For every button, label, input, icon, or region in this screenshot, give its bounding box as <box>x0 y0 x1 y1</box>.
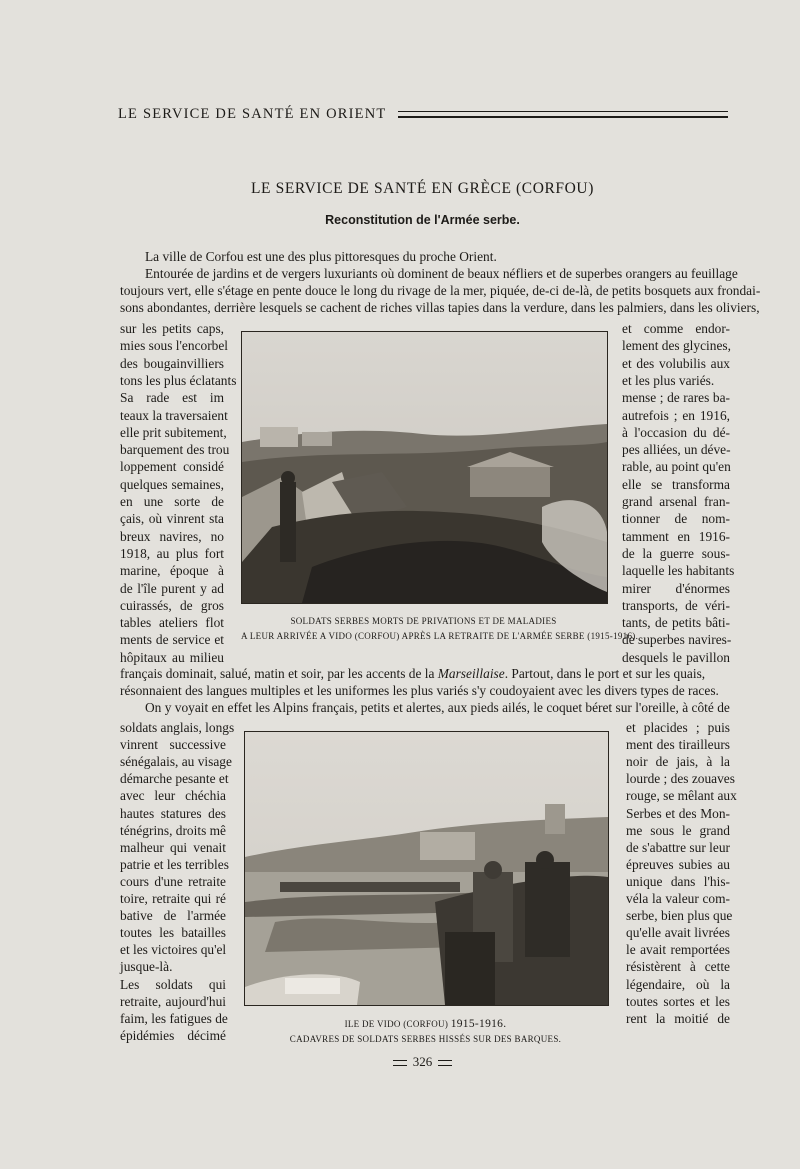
column-line: rouge, se mêlant aux <box>626 788 737 804</box>
body-line: La ville de Corfou est une des plus pittoresques du proche Orient. <box>145 249 497 264</box>
column-line: mies sous l'encorbel <box>120 338 229 354</box>
column-line: des bougainvilliers <box>120 355 224 371</box>
column-line: et les victoires qu'el <box>120 942 227 958</box>
caption-1-line-1: SOLDATS SERBES MORTS DE PRIVATIONS ET DE MALADIES <box>290 616 557 626</box>
column-line: épidémies décimé <box>120 1027 226 1043</box>
caption-photo-1 <box>241 614 639 644</box>
caption-2-line-1 <box>244 1017 607 1032</box>
column-line: me sous le grand <box>626 822 730 838</box>
column-line: résistèrent à cette <box>626 959 730 975</box>
italic-word: Marseillaise <box>437 666 505 681</box>
column-line: démarche pesante et <box>120 771 229 787</box>
body-line: On y voyait en effet les Alpins français, petits et alertes, aux pieds ailés, le coquet béret sur l'oreille, à côté de <box>145 700 730 715</box>
column-line: et placides ; puis <box>626 720 730 735</box>
caption-photo-2 <box>244 1017 607 1047</box>
body-line: français dominait, salué, matin et soir, par les accents de la Marseillaise. Partout, dans le port et sur les quais, <box>120 666 706 681</box>
column-line: lourde ; des zouaves <box>626 771 735 787</box>
column-line: transports, de véri- <box>622 597 730 613</box>
column-line: soldats anglais, longs <box>120 720 235 735</box>
column-line: patrie et les terribles <box>120 856 229 872</box>
column-line: teaux la traversaient <box>120 407 228 423</box>
column-line: Serbes et des Mon- <box>626 805 730 821</box>
body-line: toujours vert, elle s'étage en pente douce le long du rivage de la mer, piquée, de-ci de-là, de petits bosquets aux frondai- <box>120 283 761 298</box>
column-line: hôpitaux au milieu <box>120 649 224 665</box>
column-line: hautes statures des <box>120 805 226 821</box>
folio-ornament-right <box>438 1060 452 1066</box>
column-line: Les soldats qui <box>120 976 226 992</box>
caption-2-dates: 1915-1916. <box>450 1018 507 1030</box>
column-line: mense ; de rares ba- <box>622 390 730 406</box>
column-line: tionner de nom- <box>622 511 730 527</box>
column-line: barquement des trou <box>120 442 230 458</box>
column-line: avec leur chéchia <box>120 788 226 804</box>
column-line: mirer d'énormes <box>622 580 730 596</box>
column-line: rent la moitié de <box>626 1010 730 1026</box>
column-line: le avait remportées <box>626 942 730 958</box>
column-line: en une sorte de <box>120 494 224 509</box>
column-line: serbe, bien plus que <box>626 908 733 924</box>
column-line: unique dans l'his- <box>626 873 730 889</box>
column-line: çais, où vinrent sta <box>120 511 224 527</box>
caption-2-place: ILE DE VIDO (CORFOU) <box>344 1019 449 1029</box>
column-line: quelques semaines, <box>120 476 224 492</box>
column-line: de superbes navires- <box>622 632 732 648</box>
column-line: et les plus variés. <box>622 372 715 388</box>
running-head-rule <box>398 111 728 118</box>
article-title: LE SERVICE DE SANTÉ EN GRÈCE (CORFOU) <box>250 180 594 197</box>
column-line: rable, au point qu'en <box>622 459 731 475</box>
column-line: desquels le pavillon <box>622 649 730 665</box>
column-line: breux navires, no <box>120 528 224 544</box>
column-line: ténégrins, droits mê <box>120 822 226 838</box>
body-line: résonnaient des langues multiples et les uniformes les plus variés s'y coudoyaient avec les divers types de races. <box>120 683 719 698</box>
column-line: tants, de petits bâti- <box>622 615 730 631</box>
article-subtitle: Reconstitution de l'Armée serbe. <box>325 213 520 227</box>
column-line: 1918, au plus fort <box>120 545 224 561</box>
column-line: et des volubilis aux <box>622 355 730 371</box>
column-line: laquelle les habitants <box>622 563 735 579</box>
column-line: sénégalais, au visage <box>120 754 232 770</box>
photo-vido-island-boats <box>244 731 609 1006</box>
running-head <box>118 104 728 124</box>
column-line: légendaire, où la <box>626 976 730 992</box>
column-line: elle prit subitement, <box>120 424 227 440</box>
column-line: ments de service et <box>120 632 224 648</box>
column-line: qu'elle avait livrées <box>626 925 730 941</box>
column-line: grand arsenal fran- <box>622 494 730 509</box>
column-line: de l'île purent y ad <box>120 580 224 596</box>
body-line: Entourée de jardins et de vergers luxuriants où dominent de beaux néfliers et de superbes orangers au feuillage <box>145 266 738 281</box>
column-line: autrefois ; en 1916, <box>622 407 730 423</box>
column-line: malheur qui venait <box>120 839 226 855</box>
column-line: à l'occasion du dé- <box>622 424 730 440</box>
column-line: épreuves subies au <box>626 856 730 872</box>
column-line: véla la valeur com- <box>626 891 730 906</box>
column-line: vinrent successive <box>120 737 226 753</box>
column-line: faim, les fatigues de <box>120 1010 228 1026</box>
column-line: marine, époque à <box>120 563 224 579</box>
column-line: et comme endor- <box>622 321 730 336</box>
column-line: jusque-là. <box>120 959 173 975</box>
column-line: retraite, aujourd'hui <box>120 993 226 1009</box>
column-line: toire, retraite qui ré <box>120 891 226 906</box>
running-head-text: LE SERVICE DE SANTÉ EN ORIENT <box>118 105 387 122</box>
folio-ornament-left <box>393 1060 407 1066</box>
page-number <box>0 1054 800 1070</box>
column-line: toutes les batailles <box>120 925 226 941</box>
page-number-text: 326 <box>412 1054 433 1069</box>
column-line: toutes sortes et les <box>626 993 730 1009</box>
column-line: loppement considé <box>120 459 224 475</box>
photo-serbian-soldiers-dead <box>241 331 608 604</box>
column-line: Sa rade est im <box>120 390 224 406</box>
body-line: sons abondantes, derrière lesquels se cachent de riches villas tapies dans la verdure, dans les palmiers, dans les oliviers, <box>120 300 760 315</box>
column-line: noir de jais, à la <box>626 754 730 770</box>
caption-1-line-2: A LEUR ARRIVÉE A VIDO (CORFOU) APRÈS LA RETRAITE DE L'ARMÉE SERBE (1915-1916). <box>241 631 639 641</box>
column-line: tables ateliers flot <box>120 615 224 631</box>
column-line: elle se transforma <box>622 476 730 492</box>
column-line: bative de l'armée <box>120 908 226 924</box>
column-line: pes alliées, un déve- <box>622 442 731 458</box>
column-line: tons les plus éclatants <box>120 372 237 388</box>
caption-2-line-2: CADAVRES DE SOLDATS SERBES HISSÉS SUR DES BARQUES. <box>289 1034 562 1044</box>
column-line: de s'abattre sur leur <box>626 839 730 855</box>
column-line: cours d'une retraite <box>120 873 226 889</box>
column-line: tamment en 1916- <box>622 528 730 544</box>
column-line: cuirassés, de gros <box>120 597 224 613</box>
column-line: de la guerre sous- <box>622 545 730 561</box>
column-line: sur les petits caps, <box>120 321 224 336</box>
column-line: ment des tirailleurs <box>626 737 730 753</box>
column-line: lement des glycines, <box>622 338 731 354</box>
